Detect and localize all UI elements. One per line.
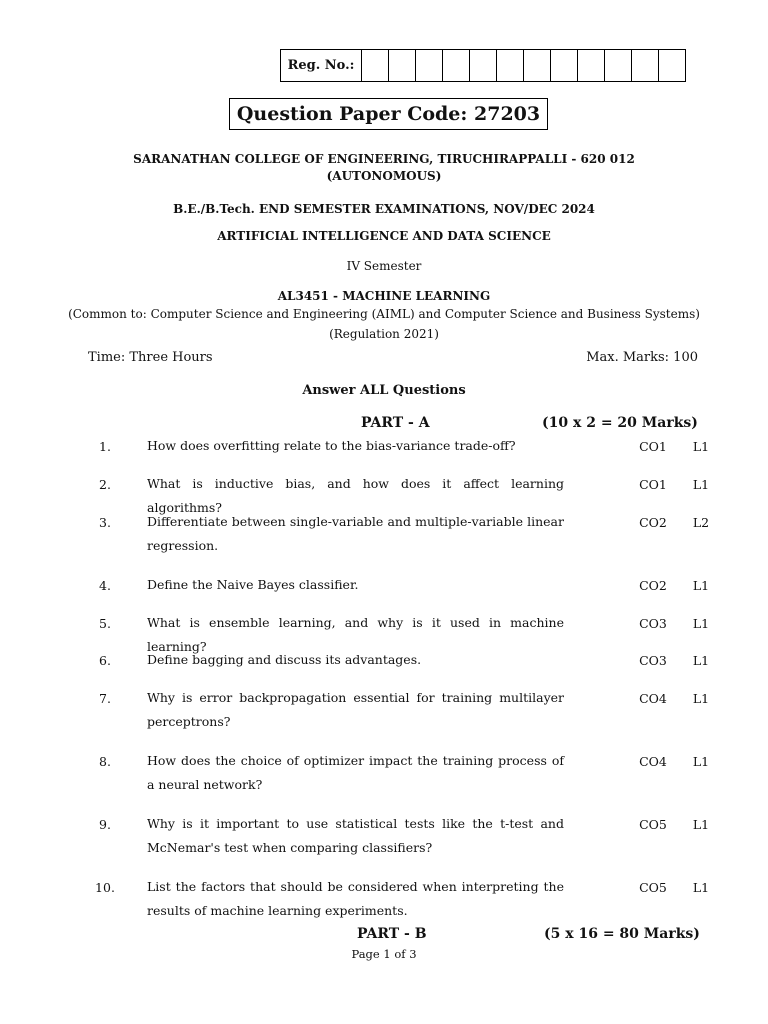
question-text: How does overfitting relate to the bias-variance trade-off?: [147, 438, 516, 453]
reg-digit-box: [362, 50, 389, 82]
question-text: What is inductive bias, and how does it affect learning algorithms?: [147, 476, 564, 515]
course-outcome: CO5: [639, 880, 667, 895]
question-text: Define bagging and discuss its advantages.: [147, 652, 422, 667]
autonomous-label: (AUTONOMOUS): [326, 169, 442, 183]
question-number: 1.: [99, 439, 111, 454]
question-number: 3.: [99, 515, 111, 530]
instruction-text: Answer ALL Questions: [302, 383, 466, 398]
bloom-level: L1: [692, 653, 710, 668]
bloom-level: L1: [692, 817, 710, 832]
course-outcome: CO4: [639, 691, 667, 706]
part-b-title: PART - B: [357, 926, 427, 942]
question-number: 6.: [99, 653, 111, 668]
question-paper-code: Question Paper Code: 27203: [229, 98, 548, 130]
regulation-label: (Regulation 2021): [329, 327, 439, 341]
bloom-level: L2: [692, 515, 710, 530]
reg-digit-box: [659, 50, 686, 82]
question-text: Why is it important to use statistical tests like the t-test and McNemar's test when comparing classifiers?: [147, 816, 564, 855]
course-outcome: CO5: [639, 817, 667, 832]
course-outcome: CO4: [639, 754, 667, 769]
part-b-marks: (5 x 16 = 80 Marks): [544, 926, 700, 942]
question-text: List the factors that should be considered when interpreting the results of machine learning experiments.: [147, 879, 564, 918]
course-outcome: CO3: [639, 653, 667, 668]
course-outcome: CO1: [639, 477, 667, 492]
exam-title: B.E./B.Tech. END SEMESTER EXAMINATIONS, NOV/DEC 2024: [173, 202, 595, 216]
reg-digit-box: [524, 50, 551, 82]
bloom-level: L1: [692, 477, 710, 492]
reg-digit-box: [605, 50, 632, 82]
reg-digit-box: [389, 50, 416, 82]
bloom-level: L1: [692, 578, 710, 593]
question-text: Why is error backpropagation essential for training multilayer perceptrons?: [147, 690, 564, 729]
course-outcome: CO2: [639, 578, 667, 593]
course-outcome: CO2: [639, 515, 667, 530]
college-name: SARANATHAN COLLEGE OF ENGINEERING, TIRUCHIRAPPALLI - 620 012: [133, 152, 635, 166]
part-a-title: PART - A: [361, 415, 430, 431]
max-marks: Max. Marks: 100: [586, 350, 698, 365]
registration-number-grid: [280, 49, 686, 82]
question-text: What is ensemble learning, and why is it used in machine learning?: [147, 615, 564, 654]
course-outcome: CO1: [639, 439, 667, 454]
department-name: ARTIFICIAL INTELLIGENCE AND DATA SCIENCE: [217, 229, 551, 243]
page-number: Page 1 of 3: [351, 947, 417, 961]
common-to-note: (Common to: Computer Science and Engineering (AIML) and Computer Science and Business Systems): [68, 307, 700, 321]
bloom-level: L1: [692, 754, 710, 769]
question-number: 4.: [99, 578, 111, 593]
part-a-marks: (10 x 2 = 20 Marks): [542, 415, 698, 431]
question-text: Differentiate between single-variable and multiple-variable linear regression.: [147, 514, 564, 553]
bloom-level: L1: [692, 691, 710, 706]
course-outcome: CO3: [639, 616, 667, 631]
semester-label: IV Semester: [346, 259, 422, 273]
reg-digit-box: [551, 50, 578, 82]
question-number: 8.: [99, 754, 111, 769]
question-text: Define the Naive Bayes classifier.: [147, 577, 359, 592]
question-number: 2.: [99, 477, 111, 492]
question-number: 5.: [99, 616, 111, 631]
bloom-level: L1: [692, 616, 710, 631]
question-number: 9.: [99, 817, 111, 832]
question-number: 7.: [99, 691, 111, 706]
reg-digit-box: [443, 50, 470, 82]
reg-digit-box: [632, 50, 659, 82]
reg-digit-box: [470, 50, 497, 82]
reg-digit-box: [578, 50, 605, 82]
course-title: AL3451 - MACHINE LEARNING: [277, 289, 491, 303]
bloom-level: L1: [692, 880, 710, 895]
reg-digit-box: [497, 50, 524, 82]
question-number: 10.: [95, 880, 115, 895]
question-text: How does the choice of optimizer impact the training process of a neural network?: [147, 753, 564, 792]
reg-no-label: Reg. No.:: [281, 50, 362, 82]
reg-digit-box: [416, 50, 443, 82]
bloom-level: L1: [692, 439, 710, 454]
exam-duration: Time: Three Hours: [88, 350, 213, 365]
